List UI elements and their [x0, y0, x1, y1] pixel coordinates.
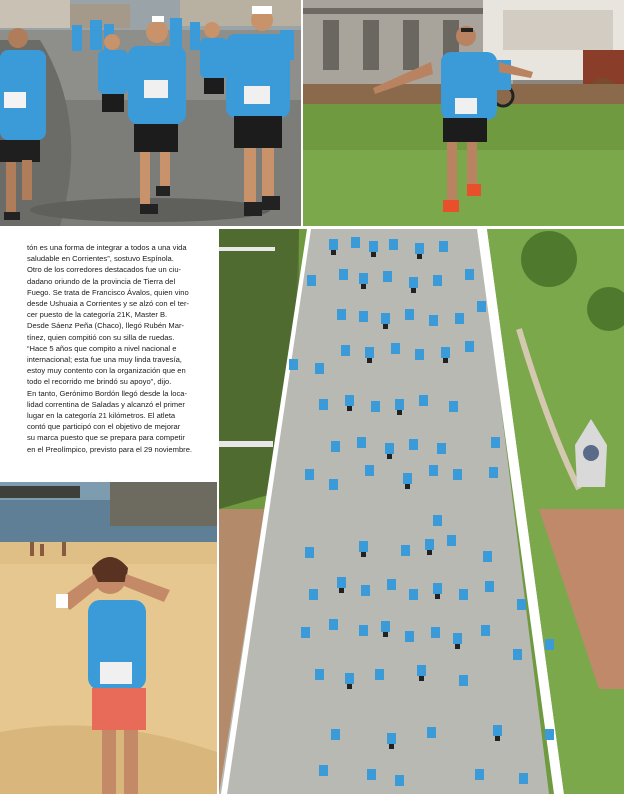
article-line: contó que participó con el objetivo de mejorar	[27, 422, 181, 432]
article-line: tínez, quien compitió con su silla de ruedas.	[27, 332, 175, 342]
article-line: internacional; esta fue una muy linda travesía,	[27, 355, 182, 365]
article-line: dadano oriundo de la provincia de Tierra del	[27, 276, 176, 286]
article-line: lugar en la categoría 21 kilómetros. El atleta	[27, 411, 176, 421]
article-line: Otro de los corredores destacados fue un ciu-	[27, 265, 182, 275]
article-line: cer puesto de la categoría 21K, Master B.	[27, 310, 168, 320]
article-line: su marca puesto que se prepara para competir	[27, 433, 185, 443]
article-line: desde Ushuaia a Corrientes y se alzó con el ter-	[27, 299, 190, 309]
article-line: En tanto, Gerónimo Bordón llegó desde la loca-	[27, 388, 187, 398]
article-line: todo el recorrido me brindó su apoyo”, dijo.	[27, 377, 172, 387]
aerial-runners-crowd-photo	[219, 229, 624, 794]
article-line: Desde Sáenz Peña (Chaco), llegó Rubén Mar-	[27, 321, 185, 331]
runner-on-grass-photo	[303, 0, 624, 226]
article-line: saludable en Corrientes”, sostuvo Espínola.	[27, 254, 174, 264]
article-text	[27, 242, 213, 455]
article-line: Fuego. Se trata de Francisco Ávalos, quien vino	[27, 287, 189, 297]
runners-group-photo	[0, 0, 301, 226]
article-line: lidad correntina de Saladas y alcanzó el primer	[27, 399, 185, 409]
article-line: tón es una forma de integrar a todos a una vida	[27, 243, 187, 252]
woman-runner-on-sand-photo	[0, 482, 217, 794]
article-line: en el Preolímpico, previsto para el 29 noviembre.	[27, 444, 193, 454]
article-line: “Hace 5 años que compito a nivel nacional e	[27, 343, 177, 353]
article-line: estoy muy contento con la organización que en	[27, 366, 186, 376]
